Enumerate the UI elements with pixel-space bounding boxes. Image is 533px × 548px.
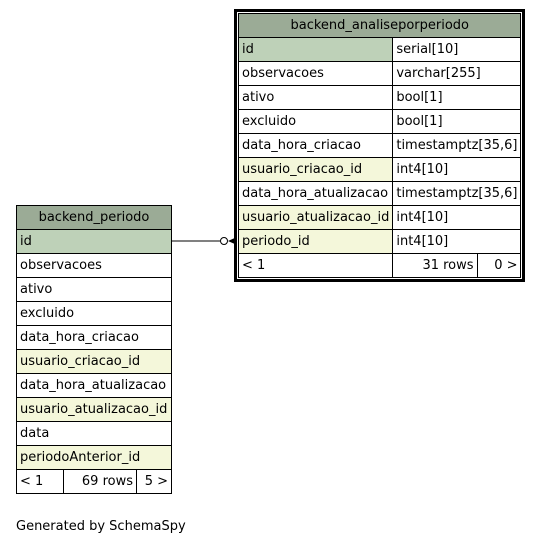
column-row[interactable] — [17, 302, 172, 326]
column-type: timestamptz[35,6] — [393, 134, 521, 158]
table-title[interactable]: backend_analiseporperiodo — [239, 14, 521, 38]
column-row[interactable] — [239, 134, 521, 158]
column-name[interactable]: observacoes — [239, 62, 393, 86]
column-name[interactable]: usuario_criacao_id — [239, 158, 393, 182]
column-row[interactable] — [239, 86, 521, 110]
column-type: serial[10] — [393, 38, 521, 62]
column-name[interactable]: data_hora_atualizacao — [239, 182, 393, 206]
column-row[interactable] — [239, 206, 521, 230]
table-backend-analiseporperiodo[interactable] — [238, 13, 521, 278]
parents-count: < 1 — [17, 470, 64, 494]
column-name[interactable]: observacoes — [17, 254, 172, 278]
column-row[interactable] — [17, 422, 172, 446]
column-type: int4[10] — [393, 158, 521, 182]
column-name[interactable]: excluido — [239, 110, 393, 134]
column-type: varchar[255] — [393, 62, 521, 86]
column-row[interactable] — [17, 230, 172, 254]
generated-by-text: Generated by SchemaSpy — [16, 519, 186, 534]
column-name[interactable]: usuario_atualizacao_id — [239, 206, 393, 230]
column-row[interactable] — [239, 110, 521, 134]
parents-count: < 1 — [239, 254, 393, 278]
table-backend-periodo[interactable] — [16, 205, 172, 494]
column-type: int4[10] — [393, 230, 521, 254]
column-name[interactable]: data — [17, 422, 172, 446]
column-row[interactable] — [17, 254, 172, 278]
column-row[interactable] — [239, 230, 521, 254]
column-name[interactable]: periodoAnterior_id — [17, 446, 172, 470]
table-title[interactable]: backend_periodo — [17, 206, 172, 230]
column-row[interactable] — [17, 374, 172, 398]
column-type: bool[1] — [393, 110, 521, 134]
row-count: 69 rows — [64, 470, 137, 494]
column-row[interactable] — [239, 38, 521, 62]
column-type: bool[1] — [393, 86, 521, 110]
column-row[interactable] — [239, 158, 521, 182]
column-type: int4[10] — [393, 206, 521, 230]
column-row[interactable] — [17, 446, 172, 470]
column-type: timestamptz[35,6] — [393, 182, 521, 206]
column-name[interactable]: ativo — [239, 86, 393, 110]
column-row[interactable] — [17, 326, 172, 350]
column-name[interactable]: excluido — [17, 302, 172, 326]
column-row[interactable] — [17, 350, 172, 374]
optional-marker — [221, 238, 228, 245]
column-name[interactable]: data_hora_criacao — [239, 134, 393, 158]
crows-foot-marker — [228, 237, 237, 245]
column-name[interactable]: usuario_criacao_id — [17, 350, 172, 374]
children-count: 0 > — [477, 254, 521, 278]
row-count: 31 rows — [393, 254, 477, 278]
column-name[interactable]: usuario_atualizacao_id — [17, 398, 172, 422]
children-count: 5 > — [137, 470, 172, 494]
column-name[interactable]: data_hora_criacao — [17, 326, 172, 350]
column-row[interactable] — [239, 62, 521, 86]
column-name[interactable]: id — [239, 38, 393, 62]
column-name[interactable]: id — [17, 230, 172, 254]
column-row[interactable] — [17, 398, 172, 422]
column-name[interactable]: ativo — [17, 278, 172, 302]
column-row[interactable] — [17, 278, 172, 302]
column-row[interactable] — [239, 182, 521, 206]
column-name[interactable]: periodo_id — [239, 230, 393, 254]
column-name[interactable]: data_hora_atualizacao — [17, 374, 172, 398]
